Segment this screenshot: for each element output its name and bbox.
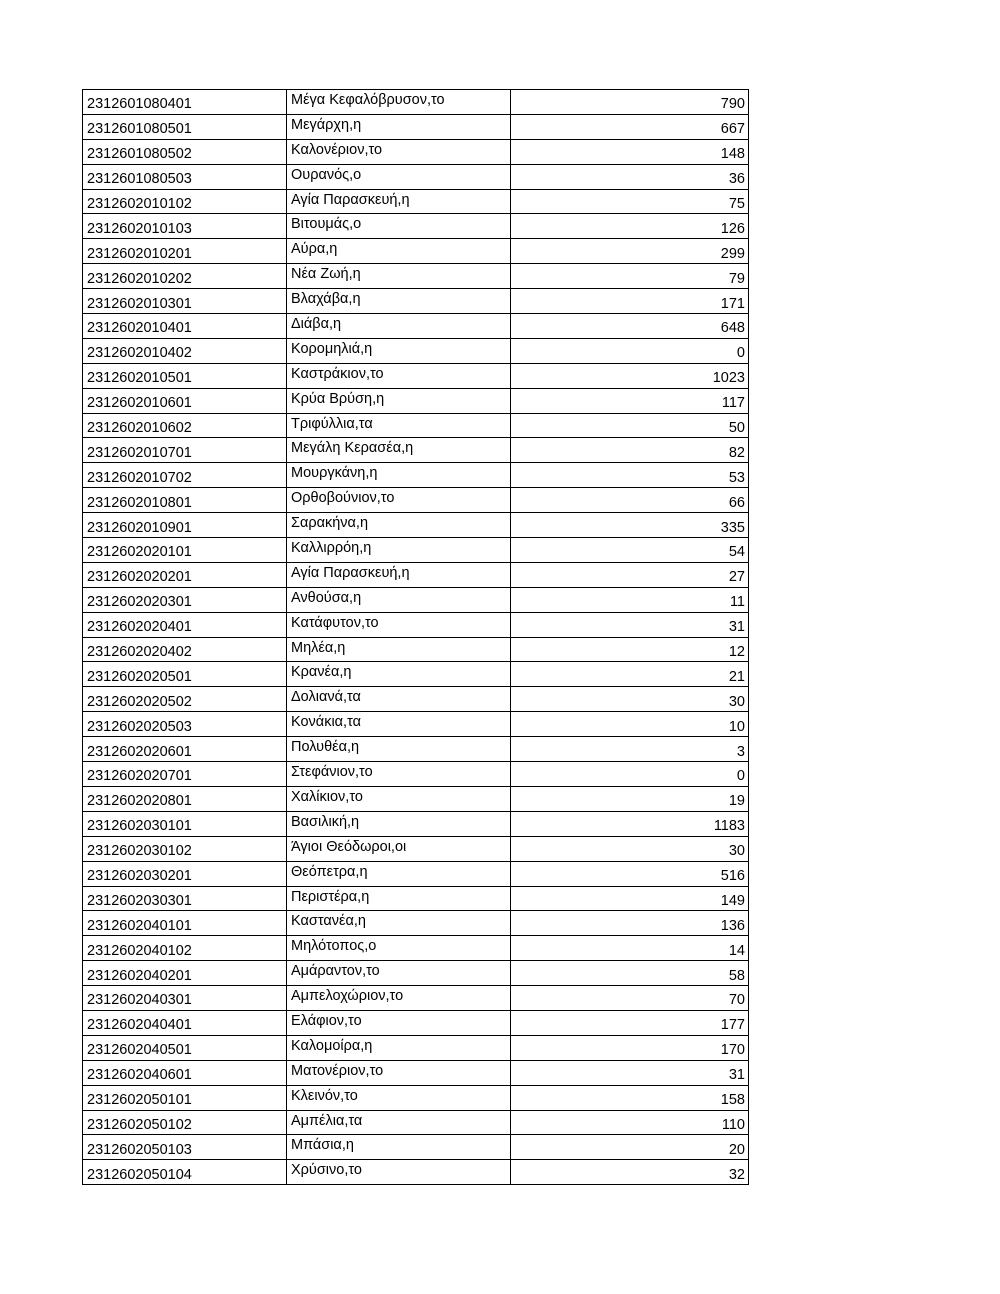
value-cell: 117 <box>511 388 749 413</box>
value-cell: 148 <box>511 139 749 164</box>
code-cell: 2312602050103 <box>83 1135 287 1160</box>
document-page <box>82 89 749 1185</box>
table-row <box>83 463 749 488</box>
name-cell: Κονάκια,τα <box>287 712 511 737</box>
value-cell: 126 <box>511 214 749 239</box>
value-cell: 648 <box>511 314 749 339</box>
name-cell: Χρύσινο,το <box>287 1160 511 1185</box>
name-cell: Διάβα,η <box>287 314 511 339</box>
name-cell: Κατάφυτον,το <box>287 612 511 637</box>
value-cell: 20 <box>511 1135 749 1160</box>
code-cell: 2312602040102 <box>83 936 287 961</box>
value-cell: 170 <box>511 1035 749 1060</box>
code-cell: 2312602010901 <box>83 513 287 538</box>
code-cell: 2312602040201 <box>83 961 287 986</box>
code-cell: 2312602020501 <box>83 662 287 687</box>
value-cell: 299 <box>511 239 749 264</box>
value-cell: 11 <box>511 587 749 612</box>
value-cell: 79 <box>511 264 749 289</box>
name-cell: Μπάσια,η <box>287 1135 511 1160</box>
name-cell: Μεγάλη Κερασέα,η <box>287 438 511 463</box>
name-cell: Ορθοβούνιον,το <box>287 488 511 513</box>
code-cell: 2312602020402 <box>83 637 287 662</box>
name-cell: Αμπελοχώριον,το <box>287 986 511 1011</box>
code-cell: 2312602010801 <box>83 488 287 513</box>
name-cell: Καλομοίρα,η <box>287 1035 511 1060</box>
code-cell: 2312602010701 <box>83 438 287 463</box>
code-cell: 2312602020401 <box>83 612 287 637</box>
name-cell: Καλονέριον,το <box>287 139 511 164</box>
value-cell: 70 <box>511 986 749 1011</box>
table-body <box>83 90 749 1185</box>
table-row <box>83 637 749 662</box>
code-cell: 2312602020201 <box>83 562 287 587</box>
table-row <box>83 164 749 189</box>
table-row <box>83 687 749 712</box>
name-cell: Κλεινόν,το <box>287 1085 511 1110</box>
name-cell: Αγία Παρασκευή,η <box>287 562 511 587</box>
code-cell: 2312602040301 <box>83 986 287 1011</box>
code-cell: 2312602010201 <box>83 239 287 264</box>
name-cell: Αμάραντον,το <box>287 961 511 986</box>
value-cell: 21 <box>511 662 749 687</box>
code-cell: 2312602010601 <box>83 388 287 413</box>
name-cell: Μουργκάνη,η <box>287 463 511 488</box>
name-cell: Κορομηλιά,η <box>287 338 511 363</box>
code-cell: 2312602020502 <box>83 687 287 712</box>
table-row <box>83 239 749 264</box>
value-cell: 790 <box>511 90 749 115</box>
code-cell: 2312602010102 <box>83 189 287 214</box>
table-row <box>83 214 749 239</box>
code-cell: 2312602010202 <box>83 264 287 289</box>
code-cell: 2312602010602 <box>83 413 287 438</box>
code-cell: 2312602030201 <box>83 861 287 886</box>
table-row <box>83 886 749 911</box>
value-cell: 667 <box>511 114 749 139</box>
table-row <box>83 363 749 388</box>
name-cell: Βλαχάβα,η <box>287 289 511 314</box>
name-cell: Ελάφιον,το <box>287 1010 511 1035</box>
table-row <box>83 1010 749 1035</box>
name-cell: Μηλότοπος,ο <box>287 936 511 961</box>
code-cell: 2312601080503 <box>83 164 287 189</box>
table-row <box>83 986 749 1011</box>
table-row <box>83 338 749 363</box>
value-cell: 31 <box>511 1060 749 1085</box>
code-cell: 2312602010401 <box>83 314 287 339</box>
code-cell: 2312602020601 <box>83 737 287 762</box>
value-cell: 136 <box>511 911 749 936</box>
code-cell: 2312601080501 <box>83 114 287 139</box>
value-cell: 158 <box>511 1085 749 1110</box>
value-cell: 171 <box>511 289 749 314</box>
code-cell: 2312602020503 <box>83 712 287 737</box>
value-cell: 335 <box>511 513 749 538</box>
name-cell: Θεόπετρα,η <box>287 861 511 886</box>
data-table <box>82 89 749 1185</box>
name-cell: Στεφάνιον,το <box>287 762 511 787</box>
name-cell: Δολιανά,τα <box>287 687 511 712</box>
name-cell: Μέγα Κεφαλόβρυσον,το <box>287 90 511 115</box>
code-cell: 2312602040101 <box>83 911 287 936</box>
value-cell: 149 <box>511 886 749 911</box>
table-row <box>83 314 749 339</box>
table-row <box>83 712 749 737</box>
name-cell: Σαρακήνα,η <box>287 513 511 538</box>
value-cell: 30 <box>511 836 749 861</box>
value-cell: 75 <box>511 189 749 214</box>
value-cell: 0 <box>511 762 749 787</box>
value-cell: 27 <box>511 562 749 587</box>
table-row <box>83 139 749 164</box>
name-cell: Μεγάρχη,η <box>287 114 511 139</box>
code-cell: 2312601080401 <box>83 90 287 115</box>
name-cell: Άγιοι Θεόδωροι,οι <box>287 836 511 861</box>
table-row <box>83 1160 749 1185</box>
value-cell: 32 <box>511 1160 749 1185</box>
code-cell: 2312602030101 <box>83 811 287 836</box>
table-row <box>83 264 749 289</box>
name-cell: Μηλέα,η <box>287 637 511 662</box>
table-row <box>83 836 749 861</box>
code-cell: 2312602030301 <box>83 886 287 911</box>
table-row <box>83 413 749 438</box>
code-cell: 2312602020101 <box>83 538 287 563</box>
code-cell: 2312602050104 <box>83 1160 287 1185</box>
code-cell: 2312602050101 <box>83 1085 287 1110</box>
code-cell: 2312602010301 <box>83 289 287 314</box>
code-cell: 2312602010702 <box>83 463 287 488</box>
name-cell: Αγία Παρασκευή,η <box>287 189 511 214</box>
name-cell: Τριφύλλια,τα <box>287 413 511 438</box>
name-cell: Ανθούσα,η <box>287 587 511 612</box>
table-row <box>83 513 749 538</box>
table-row <box>83 612 749 637</box>
code-cell: 2312602020301 <box>83 587 287 612</box>
table-row <box>83 811 749 836</box>
name-cell: Ουρανός,ο <box>287 164 511 189</box>
value-cell: 516 <box>511 861 749 886</box>
name-cell: Αμπέλια,τα <box>287 1110 511 1135</box>
table-row <box>83 538 749 563</box>
name-cell: Πολυθέα,η <box>287 737 511 762</box>
value-cell: 58 <box>511 961 749 986</box>
table-row <box>83 911 749 936</box>
table-row <box>83 961 749 986</box>
name-cell: Κρύα Βρύση,η <box>287 388 511 413</box>
name-cell: Καστανέα,η <box>287 911 511 936</box>
value-cell: 53 <box>511 463 749 488</box>
name-cell: Περιστέρα,η <box>287 886 511 911</box>
name-cell: Χαλίκιον,το <box>287 786 511 811</box>
table-row <box>83 1035 749 1060</box>
name-cell: Βασιλική,η <box>287 811 511 836</box>
code-cell: 2312602030102 <box>83 836 287 861</box>
table-row <box>83 388 749 413</box>
code-cell: 2312602020701 <box>83 762 287 787</box>
code-cell: 2312602040401 <box>83 1010 287 1035</box>
name-cell: Ματονέριον,το <box>287 1060 511 1085</box>
code-cell: 2312602050102 <box>83 1110 287 1135</box>
value-cell: 66 <box>511 488 749 513</box>
code-cell: 2312601080502 <box>83 139 287 164</box>
name-cell: Νέα Ζωή,η <box>287 264 511 289</box>
table-row <box>83 289 749 314</box>
code-cell: 2312602010501 <box>83 363 287 388</box>
table-row <box>83 189 749 214</box>
table-row <box>83 587 749 612</box>
value-cell: 31 <box>511 612 749 637</box>
table-row <box>83 861 749 886</box>
table-row <box>83 562 749 587</box>
code-cell: 2312602010402 <box>83 338 287 363</box>
name-cell: Βιτουμάς,ο <box>287 214 511 239</box>
value-cell: 12 <box>511 637 749 662</box>
name-cell: Αύρα,η <box>287 239 511 264</box>
table-row <box>83 662 749 687</box>
value-cell: 30 <box>511 687 749 712</box>
value-cell: 1183 <box>511 811 749 836</box>
value-cell: 82 <box>511 438 749 463</box>
value-cell: 10 <box>511 712 749 737</box>
value-cell: 14 <box>511 936 749 961</box>
value-cell: 50 <box>511 413 749 438</box>
value-cell: 1023 <box>511 363 749 388</box>
code-cell: 2312602040601 <box>83 1060 287 1085</box>
value-cell: 177 <box>511 1010 749 1035</box>
table-row <box>83 737 749 762</box>
table-row <box>83 1060 749 1085</box>
table-row <box>83 1110 749 1135</box>
name-cell: Κρανέα,η <box>287 662 511 687</box>
name-cell: Καστράκιον,το <box>287 363 511 388</box>
value-cell: 110 <box>511 1110 749 1135</box>
code-cell: 2312602010103 <box>83 214 287 239</box>
table-row <box>83 114 749 139</box>
value-cell: 54 <box>511 538 749 563</box>
table-row <box>83 90 749 115</box>
value-cell: 0 <box>511 338 749 363</box>
table-row <box>83 786 749 811</box>
table-row <box>83 488 749 513</box>
table-row <box>83 1135 749 1160</box>
code-cell: 2312602040501 <box>83 1035 287 1060</box>
value-cell: 19 <box>511 786 749 811</box>
value-cell: 36 <box>511 164 749 189</box>
value-cell: 3 <box>511 737 749 762</box>
table-row <box>83 936 749 961</box>
table-row <box>83 438 749 463</box>
name-cell: Καλλιρρόη,η <box>287 538 511 563</box>
table-row <box>83 762 749 787</box>
table-row <box>83 1085 749 1110</box>
code-cell: 2312602020801 <box>83 786 287 811</box>
